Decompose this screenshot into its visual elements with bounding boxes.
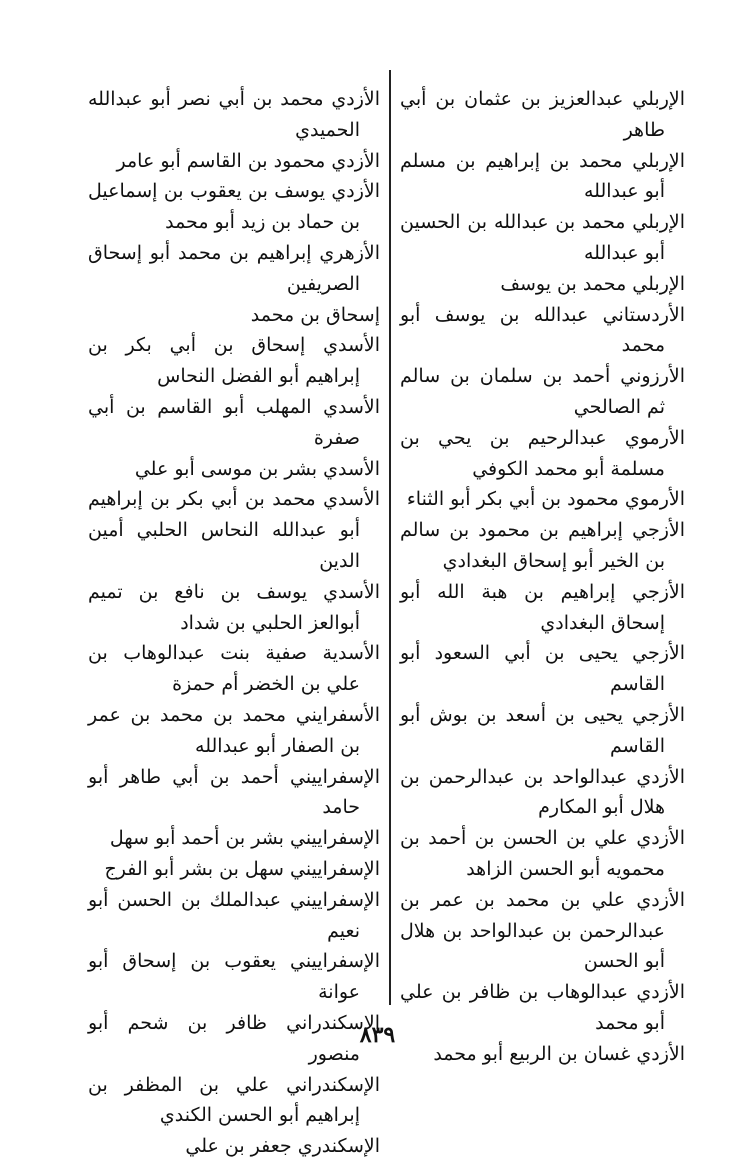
- index-entry: الأزجي يحيى بن أبي السعود أبو القاسم: [400, 642, 685, 696]
- left-column: [88, 84, 380, 1162]
- index-entry: الإربلي محمد بن إبراهيم بن مسلم أبو عبدالله: [400, 149, 685, 203]
- index-entry: الأسدي إسحاق بن أبي بكر بن إبراهيم أبو الفضل النحاس: [88, 334, 380, 388]
- index-entry: الأسدي يوسف بن نافع بن تميم أبوالعز الحلبي بن شداد: [88, 580, 380, 634]
- index-entry: الأزدي عبدالواحد بن عبدالرحمن بن هلال أبو المكارم: [400, 765, 685, 819]
- index-entry: الإسفراييني سهل بن بشر أبو الفرج: [104, 857, 380, 880]
- index-entry: الأردستاني عبدالله بن يوسف أبو محمد: [400, 303, 685, 357]
- index-entry: الإسفراييني عبدالملك بن الحسن أبو نعيم: [88, 888, 380, 942]
- index-entry: الأزدي علي بن محمد بن عمر بن عبدالرحمن بن عبدالواحد بن هلال أبو الحسن: [400, 888, 685, 973]
- index-entry: الأسدي المهلب أبو القاسم بن أبي صفرة: [88, 395, 380, 449]
- index-entry: الإسكندراني ظافر بن شحم أبو منصور: [88, 1011, 380, 1065]
- index-entry: الإربلي عبدالعزيز بن عثمان بن أبي طاهر: [400, 88, 685, 141]
- index-entry: الأزجي إبراهيم بن هبة الله أبو إسحاق البغدادي: [400, 580, 685, 634]
- index-entry: الأزدي محمد بن أبي نصر أبو عبدالله الحميدي: [88, 88, 380, 141]
- index-entry: الأزدي غسان بن الربيع أبو محمد: [433, 1042, 685, 1065]
- index-entry: الإسفراييني أحمد بن أبي طاهر أبو حامد: [88, 765, 380, 819]
- index-entry: الأرموي محمود بن أبي بكر أبو الثناء: [406, 488, 685, 511]
- index-entry: الأزدي يوسف بن يعقوب بن إسماعيل بن حماد بن زيد أبو محمد: [88, 180, 380, 234]
- index-entry: الأزدي عبدالوهاب بن ظافر بن علي أبو محمد: [400, 981, 685, 1034]
- index-entry: الأسدي بشر بن موسى أبو علي: [134, 457, 380, 480]
- index-entry: الإسكندري جعفر بن علي: [185, 1135, 380, 1158]
- index-entry: الأزهري إبراهيم بن محمد أبو إسحاق الصريفين: [88, 241, 380, 295]
- right-column: [400, 84, 685, 1070]
- column-divider: [389, 70, 391, 1005]
- index-entry: الأزدي محمود بن القاسم أبو عامر: [116, 149, 380, 172]
- index-entry: الإسكندراني علي بن المظفر بن إبراهيم أبو الحسن الكندي: [88, 1073, 380, 1127]
- index-entry: الأزجي إبراهيم بن محمود بن سالم بن الخير أبو إسحاق البغدادي: [400, 519, 685, 572]
- index-entry: الإسفراييني بشر بن أحمد أبو سهل: [109, 827, 380, 850]
- index-entry: الإسفراييني يعقوب بن إسحاق أبو عوانة: [88, 950, 380, 1004]
- index-entry: الأسدية صفية بنت عبدالوهاب بن علي بن الخضر أم حمزة: [88, 642, 380, 696]
- index-entry: الإربلي محمد بن عبدالله بن الحسين أبو عبدالله: [400, 211, 685, 264]
- index-entry: إسحاق بن محمد: [250, 303, 380, 326]
- index-entry: الأرزوني أحمد بن سلمان بن سالم ثم الصالحي: [400, 365, 685, 418]
- page-number: ٨٣٩: [359, 1022, 396, 1048]
- index-entry: الأسدي محمد بن أبي بكر بن إبراهيم أبو عبدالله النحاس الحلبي أمين الدين: [88, 488, 380, 572]
- index-entry: الأرموي عبدالرحيم بن يحي بن مسلمة أبو محمد الكوفي: [400, 426, 685, 480]
- index-entry: الأزدي علي بن الحسن بن أحمد بن محمويه أبو الحسن الزاهد: [400, 827, 685, 880]
- index-entry: الإربلي محمد بن يوسف: [500, 272, 685, 295]
- index-entry: الأزجي يحيى بن أسعد بن بوش أبو القاسم: [400, 703, 685, 757]
- index-entry: الأسفرايني محمد بن محمد بن عمر بن الصفار أبو عبدالله: [88, 703, 380, 757]
